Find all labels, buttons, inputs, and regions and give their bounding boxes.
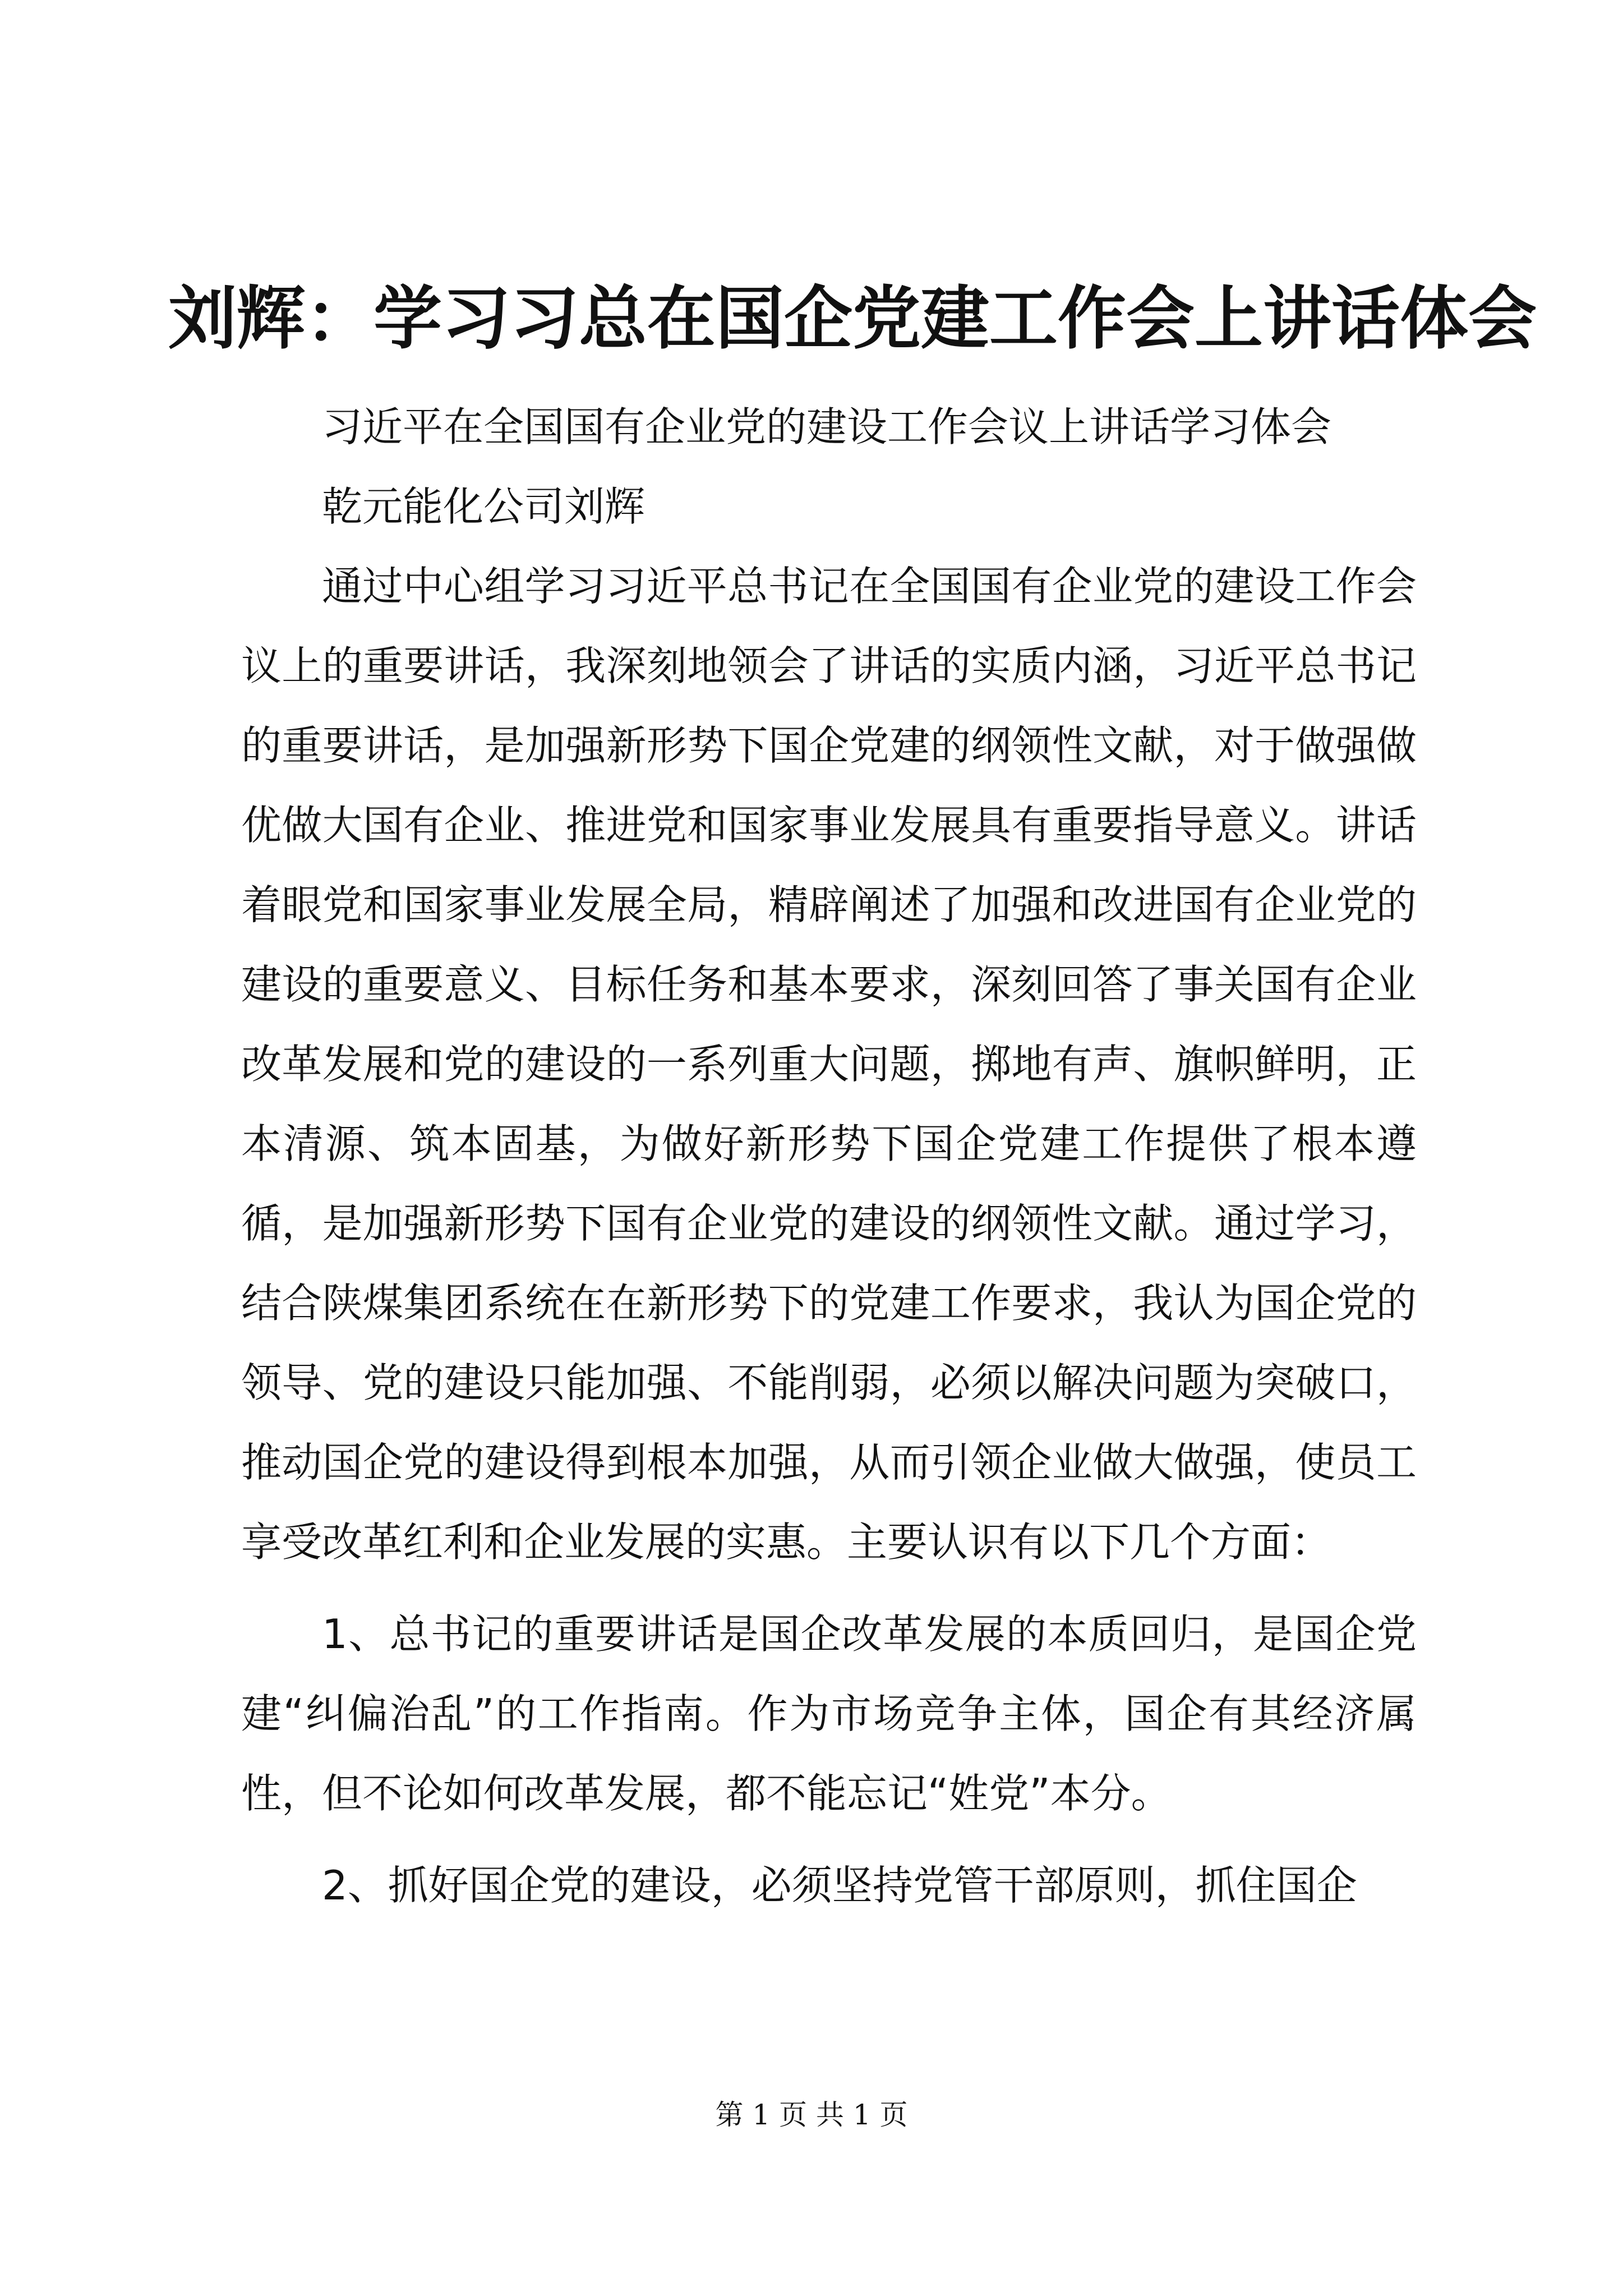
document-title: 刘辉：学习习总在国企党建工作会上讲话体会 [168, 278, 1537, 358]
document-subtitle: 习近平在全国国有企业党的建设工作会议上讲话学习体会 [322, 403, 1332, 450]
page-footer: 第 1 页 共 1 页 [715, 2099, 908, 2131]
document-body [241, 387, 1417, 1925]
author-line: 乾元能化公司刘辉 [322, 483, 645, 530]
body-paragraph-1: 通过中心组学习习近平总书记在全国国有企业党的建设工作会议上的重要讲话，我深刻地领会了讲话的实质内涵，习近平总书记的重要讲话，是加强新形势下国企党建的纲领性文献，对于做强做优做大国有企业、推进党和国家事业发展具有重要指导意义。讲话着眼党和国家事业发展全局，精辟阐述了加强和改进国有企业党的建设的重要意义、目标任务和基本要求，深刻回答了事关国有企业改革发展和党的建设的一系列重大问题，掷地有声、旗帜鲜明，正本清源、筑本固基，为做好新形势下国企党建工作提供了根本遵循，是加强新形势下国有企业党的建设的纲领性文献。通过学习，结合陕煤集团系统在在新形势下的党建工作要求，我认为国企党的领导、党的建设只能加强、不能削弱，必须以解决问题为突破口，推动国企党的建设得到根本加强，从而引领企业做大做强，使员工享受改革红利和企业发展的实惠。主要认识有以下几个方面： [241, 563, 1417, 1566]
body-paragraph-3: 2、抓好国企党的建设，必须坚持党管干部原则，抓住国企 [322, 1862, 1357, 1909]
body-paragraph-2: 1、总书记的重要讲话是国企改革发展的本质回归，是国企党建“纠偏治乱”的工作指南。作为市场竞争主体，国企有其经济属性，但不论如何改革发展，都不能忘记“姓党”本分。 [241, 1611, 1417, 1817]
